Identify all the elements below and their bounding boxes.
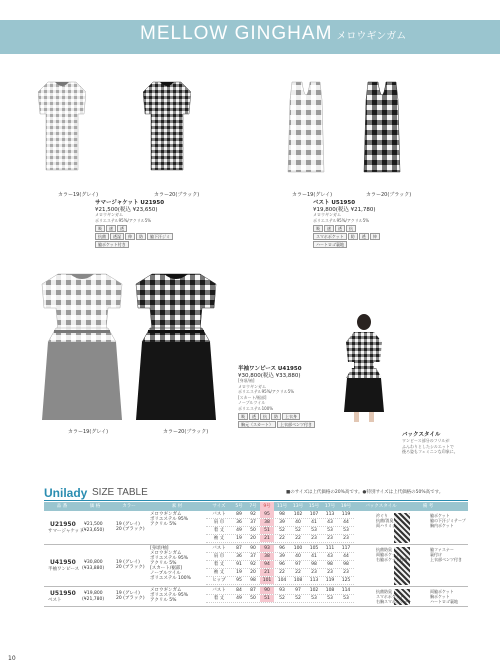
- col-header: バックスタイル: [365, 504, 397, 509]
- vest-tag: [313, 241, 347, 248]
- vest-name: ベスト U51950: [313, 200, 356, 206]
- measure-value: 44: [343, 520, 349, 525]
- feature-chip: 防: [271, 413, 281, 420]
- col-header: 品 番: [56, 504, 68, 509]
- measure-value: 22: [279, 536, 285, 541]
- measure-value: 21: [260, 569, 274, 576]
- measure-value: 98: [343, 562, 349, 567]
- col-header: 15号: [308, 504, 320, 509]
- feature-chip: 透: [249, 413, 259, 420]
- onepiece-fabric-line: ポリエステル100%: [238, 405, 274, 411]
- jacket-gray-image: [38, 78, 86, 176]
- col-header: 7号: [249, 504, 257, 509]
- size-table-header: [44, 502, 468, 511]
- page-number: 10: [8, 655, 16, 662]
- feature-chip: 抗: [346, 225, 356, 232]
- back-style-desc-line: 後ろ姿もフェミニンな印象に。: [402, 449, 458, 454]
- measure-value: 23: [311, 570, 317, 575]
- jacket-fabric-line: ポリエステル95%/アクリル5%: [95, 217, 152, 223]
- size-measure-row: [206, 519, 354, 527]
- table-row: [44, 545, 468, 587]
- measure-value: 19: [236, 536, 242, 541]
- measure-label: 肩 巾: [213, 554, 225, 559]
- measure-value: 95: [236, 578, 242, 583]
- size-measure-row: [206, 595, 354, 603]
- vest-fabric: [313, 212, 369, 223]
- measure-value: 105: [309, 546, 319, 551]
- measure-value: 44: [343, 554, 349, 559]
- measure-value: 93: [260, 545, 274, 552]
- measure-value: 39: [279, 554, 285, 559]
- measure-value: 39: [279, 520, 285, 525]
- measure-value: 49: [236, 528, 242, 533]
- vest-fabric-line: ポリエステル95%/アクリル5%: [313, 217, 370, 223]
- jacket-caption-black: カラー20(ブラック): [154, 192, 200, 198]
- jacket-fabric: [95, 212, 151, 223]
- feature-chip: 吸: [238, 413, 248, 420]
- onepiece-caption-black: カラー20(ブラック): [163, 429, 209, 435]
- measure-value: 95: [260, 511, 274, 518]
- onepiece-fabric: [238, 378, 294, 411]
- measure-value: 96: [279, 546, 285, 551]
- measure-value: 114: [341, 588, 351, 593]
- product-color: 19 (グレイ): [116, 522, 140, 527]
- collection-subtitle: メロウギンガム: [336, 31, 407, 42]
- measure-label: 着 丈: [213, 596, 225, 601]
- feature-chip: 脇ポケット付き: [95, 241, 129, 248]
- measure-value: 93: [279, 588, 285, 593]
- onepiece-fabric-line: ポリエステル95%/アクリル5%: [238, 389, 295, 394]
- product-material: メロウギンガム: [150, 588, 182, 593]
- col-header: 13号: [292, 504, 304, 509]
- measure-label: バスト: [212, 588, 226, 593]
- feature-chip: 防: [348, 233, 358, 240]
- product-color: 20 (ブラック): [116, 527, 145, 532]
- product-note: 両ハリミシ: [376, 523, 396, 528]
- measure-value: 51: [260, 595, 274, 602]
- product-color: 20 (ブラック): [116, 565, 145, 570]
- size-measure-row: [206, 545, 354, 553]
- product-note: 衿ぐり: [376, 513, 388, 518]
- product-code: U51950: [50, 590, 76, 597]
- col-header: サイズ: [212, 504, 226, 509]
- measure-value: 21: [260, 535, 274, 542]
- product-note: 抗菌防臭: [376, 547, 392, 552]
- measure-value: 40: [295, 554, 301, 559]
- feature-chip: 伸: [370, 233, 380, 240]
- size-measure-row: [206, 561, 354, 569]
- feature-chip: ハートロゴ裏地: [313, 241, 347, 248]
- product-price: ¥19,800: [84, 591, 103, 596]
- onepiece-fabric-line: [スカート/裾部]: [238, 394, 267, 400]
- product-note: 両脇ポケット: [376, 552, 400, 557]
- measure-value: 53: [343, 528, 349, 533]
- product-material: メロウギンガム: [150, 512, 182, 517]
- measure-value: 43: [327, 520, 333, 525]
- feature-chip: 速: [324, 225, 334, 232]
- measure-value: 94: [260, 561, 274, 568]
- product-note: 脇の下汗ジミテープ: [430, 518, 466, 523]
- measure-value: 53: [327, 528, 333, 533]
- feature-chip: 速: [106, 225, 116, 232]
- measure-label: 着 丈: [213, 528, 225, 533]
- size-measure-row: [206, 577, 354, 585]
- product-name: 半袖ワンピース: [48, 567, 80, 572]
- back-style-desc-line: ふんわりとしたシルエットで: [402, 443, 454, 449]
- col-header: 19号: [340, 504, 352, 509]
- feature-chip: 透: [359, 233, 369, 240]
- measure-value: 91: [236, 562, 242, 567]
- measure-value: 111: [325, 546, 335, 551]
- product-material: [スカート/裾部]: [150, 566, 183, 571]
- col-header: 価 格: [89, 504, 101, 509]
- product-name: ベスト: [48, 598, 62, 603]
- feature-chip: 透湿: [110, 233, 124, 240]
- product-price: ¥30,800: [84, 560, 103, 565]
- product-material: ポリエステル 95%: [150, 593, 189, 598]
- size-measure-row: [206, 553, 354, 561]
- measure-value: 108: [325, 588, 335, 593]
- vest-caption-gray: カラー19(グレイ): [292, 192, 333, 198]
- measure-value: 107: [309, 512, 319, 517]
- measure-value: 113: [309, 578, 319, 583]
- measure-value: 23: [311, 536, 317, 541]
- measure-value: 90: [260, 587, 274, 594]
- measure-value: 117: [341, 546, 351, 551]
- measure-value: 23: [327, 570, 333, 575]
- product-material: メロウギンガム: [150, 551, 182, 556]
- jacket-tag: [95, 241, 129, 248]
- product-price-tax: (¥33,880): [82, 566, 105, 571]
- feature-chip: 吸: [313, 225, 323, 232]
- product-material: ノーブルツイル: [150, 571, 181, 576]
- product-code: U41950: [50, 559, 76, 566]
- measure-value: 50: [250, 528, 256, 533]
- measure-value: 125: [341, 578, 351, 583]
- vest-chips-2: [313, 233, 380, 240]
- feature-chip: 脇下汗ジミ: [147, 233, 173, 240]
- onepiece-price: ¥30,800(税込 ¥33,880): [238, 373, 301, 379]
- measure-value: 22: [279, 570, 285, 575]
- onepiece-fabric-line: メロウギンガム: [238, 383, 266, 389]
- measure-value: 52: [295, 528, 301, 533]
- measure-value: 20: [250, 536, 256, 541]
- size-table: [44, 502, 468, 511]
- measure-value: 22: [295, 570, 301, 575]
- measure-label: ヒップ: [212, 578, 226, 583]
- measure-label: バスト: [212, 546, 226, 551]
- collection-title-text: MELLOW GINGHAM: [140, 23, 333, 44]
- measure-value: 38: [260, 553, 274, 560]
- size-measure-row: [206, 511, 354, 519]
- onepiece-caption-gray: カラー19(グレイ): [68, 429, 109, 435]
- measure-value: 41: [311, 554, 317, 559]
- product-note: 右胸スマホポケット: [376, 599, 412, 604]
- feature-chip: 伸: [125, 233, 135, 240]
- measure-value: 108: [293, 578, 303, 583]
- col-header: 9号: [260, 502, 274, 511]
- feature-chip: 透: [335, 225, 345, 232]
- product-material: [身頃/袖]: [150, 546, 169, 551]
- feature-chip: 抗菌: [95, 233, 109, 240]
- measure-label: 肩 巾: [213, 520, 225, 525]
- collection-title: [140, 23, 406, 45]
- jacket-fabric-line: メロウギンガム: [95, 212, 123, 217]
- size-table-rule: [44, 500, 468, 501]
- measure-value: 52: [295, 596, 301, 601]
- measure-value: 23: [343, 536, 349, 541]
- measure-value: 98: [327, 562, 333, 567]
- measure-label: 着 丈: [213, 562, 225, 567]
- vest-black-image: [362, 80, 402, 178]
- measure-value: 89: [236, 512, 242, 517]
- measure-value: 92: [250, 512, 256, 517]
- measure-value: 90: [250, 546, 256, 551]
- product-note: 胸内ポケット: [430, 523, 454, 528]
- measure-value: 53: [327, 596, 333, 601]
- back-style-thumbnail: [394, 513, 410, 543]
- measure-value: 38: [260, 519, 274, 526]
- vest-price: ¥19,800(税込 ¥21,780): [313, 207, 376, 213]
- jacket-chips-2: [95, 233, 173, 240]
- feature-chip: 防: [136, 233, 146, 240]
- size-measure-row: [206, 527, 354, 535]
- onepiece-black-image: [130, 270, 222, 422]
- measure-value: 97: [295, 562, 301, 567]
- back-style-desc: [402, 438, 458, 455]
- measure-value: 92: [250, 562, 256, 567]
- col-header: 備 考: [422, 504, 434, 509]
- vest-fabric-line: メロウギンガム: [313, 212, 341, 217]
- measure-value: 98: [279, 512, 285, 517]
- col-header: 17号: [324, 504, 336, 509]
- measure-value: 41: [311, 520, 317, 525]
- measure-value: 102: [309, 588, 319, 593]
- product-material: ポリエステル 100%: [150, 576, 191, 581]
- product-price-tax: (¥21,780): [82, 597, 105, 602]
- product-note: 右脇ポケット付き: [376, 557, 408, 562]
- onepiece-chips-1: [238, 413, 300, 420]
- measure-value: 23: [343, 570, 349, 575]
- back-style-desc-line: ワンピース部分のフリルが: [402, 438, 450, 443]
- measure-value: 53: [343, 596, 349, 601]
- measure-value: 50: [250, 596, 256, 601]
- feature-chip: 吸: [95, 225, 105, 232]
- product-code: U21950: [50, 521, 76, 528]
- col-header: 5号: [235, 504, 243, 509]
- measure-value: 19: [236, 570, 242, 575]
- measure-value: 102: [293, 512, 303, 517]
- jacket-chips-1: [95, 225, 127, 232]
- back-style-image: [334, 312, 394, 424]
- measure-value: 104: [277, 578, 287, 583]
- table-row: [44, 511, 468, 545]
- jacket-name: サマージャケット U21950: [95, 200, 165, 206]
- product-color: 19 (グレイ): [116, 560, 140, 565]
- jacket-price: ¥21,500(税込 ¥23,650): [95, 207, 158, 213]
- measure-value: 37: [250, 554, 256, 559]
- product-price: ¥21,500: [84, 522, 103, 527]
- product-note: 両脇ポケット: [430, 589, 454, 594]
- measure-value: 98: [311, 562, 317, 567]
- feature-chip: 抗: [260, 413, 270, 420]
- measure-label: 袖 丈: [213, 536, 225, 541]
- measure-value: 113: [325, 512, 335, 517]
- measure-value: 36: [236, 520, 242, 525]
- measure-value: 98: [250, 578, 256, 583]
- back-style-title: バックスタイル: [402, 432, 441, 438]
- measure-value: 36: [236, 554, 242, 559]
- feature-chip: スマホポケット: [313, 233, 347, 240]
- measure-value: 87: [236, 546, 242, 551]
- product-material: アクリル 5%: [150, 561, 177, 566]
- measure-value: 119: [341, 512, 351, 517]
- measure-value: 119: [325, 578, 335, 583]
- vest-chips-1: [313, 225, 356, 232]
- product-material: ポリエステル 95%: [150, 517, 189, 522]
- measure-value: 100: [293, 546, 303, 551]
- measure-label: 袖 丈: [213, 570, 225, 575]
- product-note: 抗菌/消臭: [376, 518, 394, 523]
- product-material: ポリエステル 95%: [150, 556, 189, 561]
- vest-caption-black: カラー20(ブラック): [366, 192, 412, 198]
- feature-chip: 上衣身: [282, 413, 300, 420]
- feature-chip: 胸元（スカート）: [238, 421, 276, 428]
- feature-chip: 上衣部ベンツ付き: [277, 421, 315, 428]
- measure-value: 49: [236, 596, 242, 601]
- measure-value: 87: [250, 588, 256, 593]
- product-note: 脇ファスナー: [430, 547, 454, 552]
- measure-value: 52: [279, 596, 285, 601]
- product-color: 20 (ブラック): [116, 596, 145, 601]
- onepiece-fabric-line: ノーブルツイル: [238, 400, 266, 405]
- measure-value: 97: [295, 588, 301, 593]
- header-banner: [0, 20, 500, 54]
- measure-value: 23: [327, 536, 333, 541]
- col-header: カラー: [122, 504, 136, 509]
- product-note: 抗菌防臭: [376, 589, 392, 594]
- measure-value: 84: [236, 588, 242, 593]
- measure-value: 52: [279, 528, 285, 533]
- product-note: 上衣部ベンツ付き: [430, 557, 462, 562]
- onepiece-name: 半袖ワンピース U41950: [238, 366, 302, 372]
- product-price-tax: (¥23,650): [82, 528, 105, 533]
- feature-chip: 透: [117, 225, 127, 232]
- measure-value: 101: [260, 577, 274, 584]
- vest-gray-image: [286, 80, 326, 178]
- product-material: アクリル 5%: [150, 522, 177, 527]
- jacket-caption-gray: カラー19(グレイ): [58, 192, 99, 198]
- size-table-title: SIZE TABLE: [92, 487, 148, 498]
- size-measure-row: [206, 587, 354, 595]
- onepiece-gray-image: [36, 270, 128, 422]
- col-header: 11号: [276, 504, 288, 509]
- measure-value: 37: [250, 520, 256, 525]
- measure-value: 51: [260, 527, 274, 534]
- onepiece-chips-2: [238, 421, 315, 428]
- size-table-brand: Unilady: [44, 486, 88, 500]
- measure-value: 53: [311, 528, 317, 533]
- measure-value: 96: [279, 562, 285, 567]
- size-measure-row: [206, 569, 354, 577]
- table-row: [44, 587, 468, 607]
- product-note: 裏付け: [430, 552, 442, 557]
- onepiece-fabric-line: [身頃/袖]: [238, 378, 255, 383]
- product-note: ハートロゴ裏地: [430, 599, 458, 604]
- measure-label: バスト: [212, 512, 226, 517]
- product-color: 19 (グレイ): [116, 591, 140, 596]
- measure-value: 43: [327, 554, 333, 559]
- product-material: アクリル 5%: [150, 598, 177, 603]
- product-note: 脇ポケット: [430, 513, 450, 518]
- jacket-black-image: [143, 78, 191, 176]
- size-measure-row: [206, 535, 354, 543]
- product-note: 胸ポケット: [430, 594, 450, 599]
- measure-value: 40: [295, 520, 301, 525]
- measure-value: 53: [311, 596, 317, 601]
- measure-value: 22: [295, 536, 301, 541]
- measure-value: 20: [250, 570, 256, 575]
- col-header: 素 材: [171, 504, 183, 509]
- product-name: サマージャケット: [48, 529, 84, 534]
- product-note: スマホポケット: [376, 594, 404, 599]
- size-table-note: ■のサイズは上代価格の20%高です。●特別サイズは上代価格の50%高です。: [286, 490, 444, 495]
